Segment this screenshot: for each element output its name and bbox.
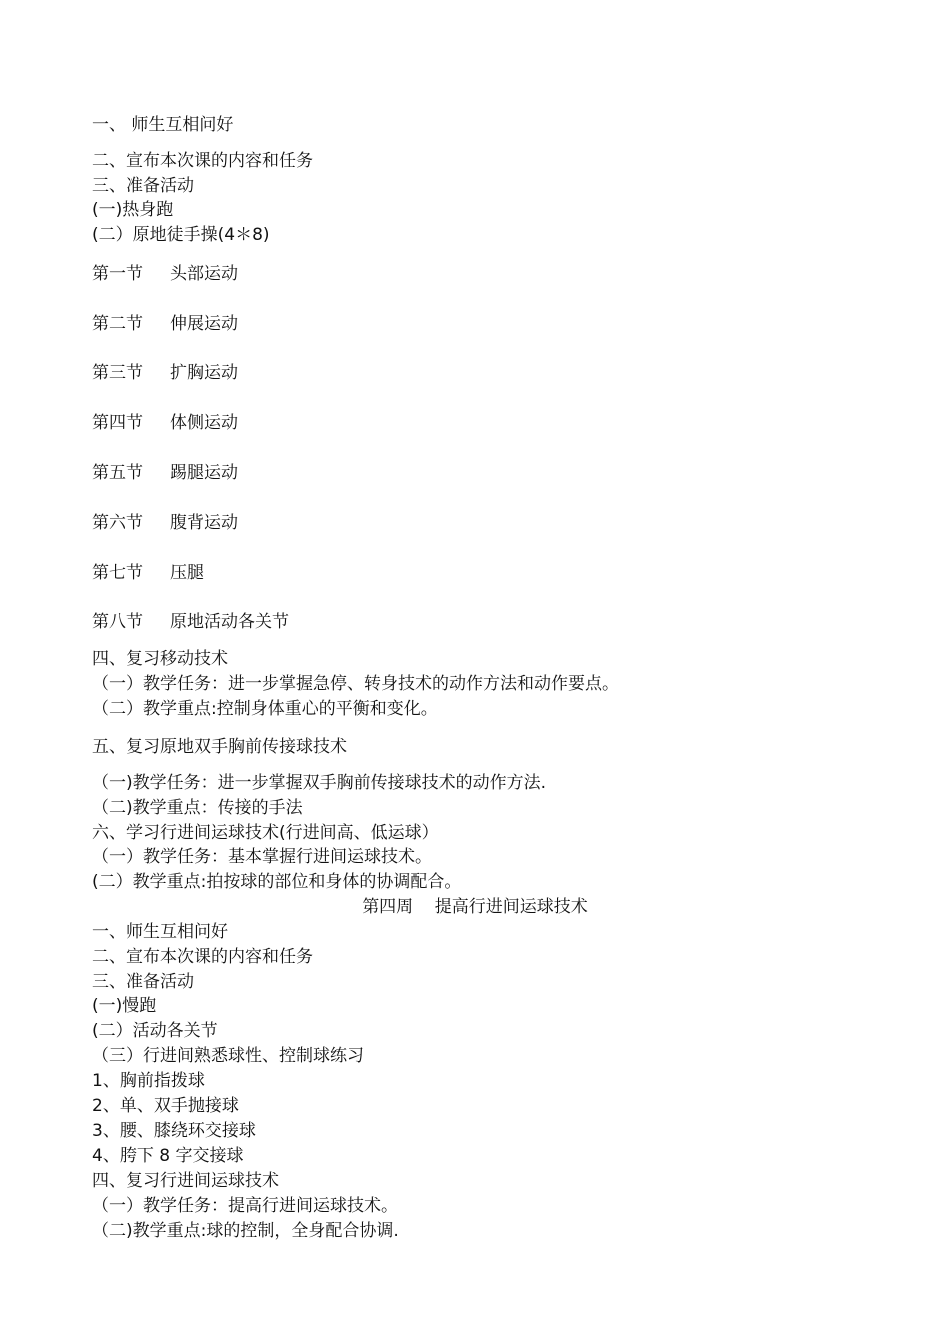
line-w4-drill-2: 2、单、双手抛接球 — [92, 1096, 239, 1116]
line-w4-drill-4: 4、胯下 8 字交接球 — [92, 1146, 244, 1166]
line-review-passing: 五、复习原地双手胸前传接球技术 — [92, 737, 347, 757]
line-review-passing-task: （一)教学任务：进一步掌握双手胸前传接球技术的动作方法. — [92, 773, 547, 793]
line-w4-review-dribbling: 四、复习行进间运球技术 — [92, 1171, 279, 1191]
line-review-movement: 四、复习移动技术 — [92, 649, 228, 669]
line-section-8: 第八节 原地活动各关节 — [92, 612, 290, 632]
line-learn-dribbling: 六、学习行进间运球技术(行进间高、低运球） — [92, 823, 439, 843]
line-review-movement-focus: （二）教学重点:控制身体重心的平衡和变化。 — [92, 699, 438, 719]
line-section-3: 第三节 扩胸运动 — [92, 363, 239, 383]
week-four-title: 第四周 提高行进间运球技术 — [362, 897, 588, 917]
line-w4-review-task: （一）教学任务：提高行进间运球技术。 — [92, 1196, 398, 1216]
line-section-4: 第四节 体侧运动 — [92, 413, 239, 433]
line-learn-dribbling-focus: (二）教学重点:拍按球的部位和身体的协调配合。 — [92, 872, 462, 892]
line-review-passing-focus: （二)教学重点：传接的手法 — [92, 798, 303, 818]
line-calisthenics: (二）原地徒手操(4＊8) — [92, 225, 270, 245]
line-w4-drill-3: 3、腰、膝绕环交接球 — [92, 1121, 256, 1141]
line-w4-announce: 二、宣布本次课的内容和任务 — [92, 947, 313, 967]
line-review-movement-task: （一）教学任务：进一步掌握急停、转身技术的动作方法和动作要点。 — [92, 674, 619, 694]
line-greeting: 一、 师生互相问好 — [92, 115, 234, 135]
line-w4-drill-1: 1、胸前指拨球 — [92, 1071, 205, 1091]
line-w4-review-focus: （二)教学重点:球的控制，全身配合协调. — [92, 1221, 399, 1241]
line-section-2: 第二节 伸展运动 — [92, 314, 239, 334]
line-warmup-run: (一)热身跑 — [92, 200, 174, 220]
line-w4-greeting: 一、师生互相问好 — [92, 922, 228, 942]
line-section-6: 第六节 腹背运动 — [92, 513, 239, 533]
line-section-5: 第五节 踢腿运动 — [92, 463, 239, 483]
line-section-7: 第七节 压腿 — [92, 563, 205, 583]
line-w4-ball-feel: （三）行进间熟悉球性、控制球练习 — [92, 1046, 364, 1066]
line-w4-joints: (二）活动各关节 — [92, 1021, 218, 1041]
line-w4-jog: (一)慢跑 — [92, 996, 157, 1016]
line-warmup-heading: 三、准备活动 — [92, 176, 194, 196]
line-announce: 二、宣布本次课的内容和任务 — [92, 151, 313, 171]
line-learn-dribbling-task: （一）教学任务：基本掌握行进间运球技术。 — [92, 847, 432, 867]
line-section-1: 第一节 头部运动 — [92, 264, 239, 284]
line-w4-warmup-heading: 三、准备活动 — [92, 972, 194, 992]
